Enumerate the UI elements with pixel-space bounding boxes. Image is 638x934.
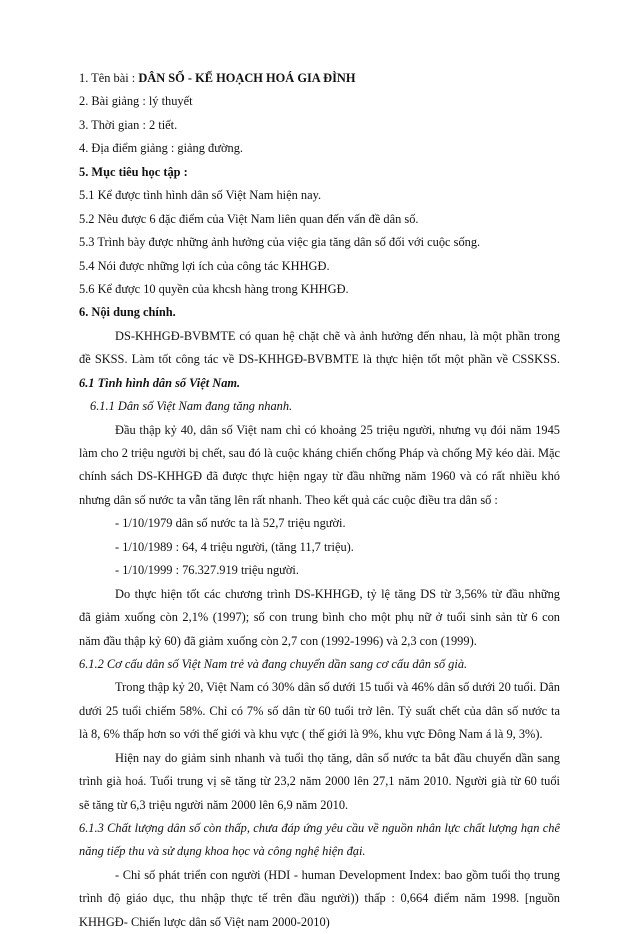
paragraph-line: sẽ tăng từ 6,3 triệu người năm 2000 lên 6,9 năm 2010.	[79, 797, 349, 812]
paragraph-line: năm đầu thập kỷ 60) đã giảm xuống còn 2,7 con (1992-1996) và 2,3 con (1999).	[79, 633, 477, 648]
paragraph-line: trình độ giáo dục, thu nhập thực tế trên đầu người)) thấp : 0,664 điểm năm 1998. [nguồn	[79, 891, 560, 906]
objective-5-2: 5.2 Nêu được 6 đặc điểm của Việt Nam liên quan đến vấn đề dân số.	[79, 211, 419, 226]
paragraph-line: KHHGĐ- Chiến lược dân số Việt nam 2000-2010)	[79, 914, 330, 929]
section-6-1-3-heading-cont: năng tiếp thu và sử dụng khoa học và công nghệ hiện đại.	[79, 844, 366, 859]
objective-5-1: 5.1 Kể được tình hình dân số Việt Nam hiện nay.	[79, 188, 322, 203]
paragraph-line: Trong thập kỷ 20, Việt Nam có 30% dân số dưới 15 tuổi và 46% dân số dưới 20 tuổi. Dân	[115, 680, 560, 695]
main-content-heading: 6. Nội dung chính.	[79, 305, 176, 320]
paragraph-line: Đầu thập kỷ 40, dân số Việt nam chỉ có khoảng 25 triệu người, nhưng vụ đói năm 1945	[115, 422, 560, 437]
paragraph-line: làm cho 2 triệu người bị chết, sau đó là cuộc kháng chiến chống Pháp và chống Mỹ kéo dài. Mặc	[79, 446, 560, 460]
lesson-title-line	[79, 67, 560, 90]
paragraph-line: đề SKSS. Làm tốt công tác về DS-KHHGĐ-BVBMTE là thực hiện tốt một phần về CSSKSS.	[79, 352, 560, 367]
census-item: - 1/10/1989 : 64, 4 triệu người, (tăng 11,7 triệu).	[115, 539, 354, 554]
paragraph-line: dưới 25 tuổi chiếm 58%. Chỉ có 7% số dân từ 60 tuổi trở lên. Tỷ suất chết của dân số nước ta	[79, 703, 560, 718]
document-page	[79, 67, 560, 934]
location-line: 4. Địa điểm giảng : giảng đường.	[79, 141, 243, 156]
paragraph-line: nhưng dân số nước ta vẫn tăng lên rất nhanh. Theo kết quả các cuộc điều tra dân số :	[79, 492, 498, 507]
objective-5-3: 5.3 Trình bày được những ảnh hưởng của việc gia tăng dân số đối với cuộc sống.	[79, 235, 481, 250]
objective-5-6: 5.6 Kể được 10 quyền của khcsh hàng trong KHHGĐ.	[79, 281, 349, 296]
lesson-title-prefix: 1. Tên bài :	[79, 71, 139, 85]
lesson-title: DÂN SỐ - KẾ HOẠCH HOÁ GIA ĐÌNH	[138, 71, 356, 85]
census-item: - 1/10/1999 : 76.327.919 triệu người.	[115, 563, 299, 578]
paragraph-line: DS-KHHGĐ-BVBMTE có quan hệ chặt chẽ và ảnh hưởng đến nhau, là một phần trong	[115, 328, 560, 343]
paragraph-line: là 8, 6% thấp hơn so với thế giới và khu vực ( thế giới là 9%, khu vực Đông Nam á là 9, 3%).	[79, 727, 543, 742]
objectives-heading: 5. Mục tiêu học tập :	[79, 164, 188, 179]
census-item: - 1/10/1979 dân số nước ta là 52,7 triệu người.	[115, 516, 346, 531]
paragraph-line: chính sách DS-KHHGĐ đã được thực hiện ngay từ đầu những năm 1960 và có rất nhiều khó	[79, 469, 560, 484]
duration-line: 3. Thời gian : 2 tiết.	[79, 117, 178, 132]
section-6-1-1-heading: 6.1.1 Dân số Việt Nam đang tăng nhanh.	[90, 399, 293, 414]
paragraph-line: - Chỉ số phát triển con người (HDI - human Development Index: bao gồm tuổi thọ trung	[115, 867, 560, 882]
paragraph-line: Do thực hiện tốt các chương trình DS-KHHGĐ, tỷ lệ tăng DS từ 3,56% từ đầu những	[115, 586, 560, 601]
paragraph-line: Hiện nay do giảm sinh nhanh và tuổi thọ tăng, dân số nước ta bắt đầu chuyển dần sang	[115, 750, 560, 765]
objective-5-4: 5.4 Nói được những lợi ích của công tác KHHGĐ.	[79, 258, 330, 273]
section-6-1-heading: 6.1 Tình hình dân số Việt Nam.	[79, 375, 241, 390]
section-6-1-2-heading: 6.1.2 Cơ cấu dân số Việt Nam trẻ và đang chuyển dần sang cơ cấu dân số già.	[79, 656, 468, 671]
paragraph-line: đã giảm xuống còn 2,1% (1997); số con trung bình cho một phụ nữ ở tuổi sinh sản từ 6 con	[79, 610, 560, 625]
section-6-1-3-heading: 6.1.3 Chất lượng dân số còn thấp, chưa đáp ứng yêu cầu về nguồn nhân lực chất lượng hạn chế	[79, 821, 560, 835]
lecture-type-line: 2. Bài giảng : lý thuyết	[79, 94, 193, 109]
paragraph-line: trình già hoá. Tuổi trung vị sẽ tăng từ 23,2 năm 2000 lên 27,1 năm 2010. Người già từ 60 tuổi	[79, 774, 560, 789]
